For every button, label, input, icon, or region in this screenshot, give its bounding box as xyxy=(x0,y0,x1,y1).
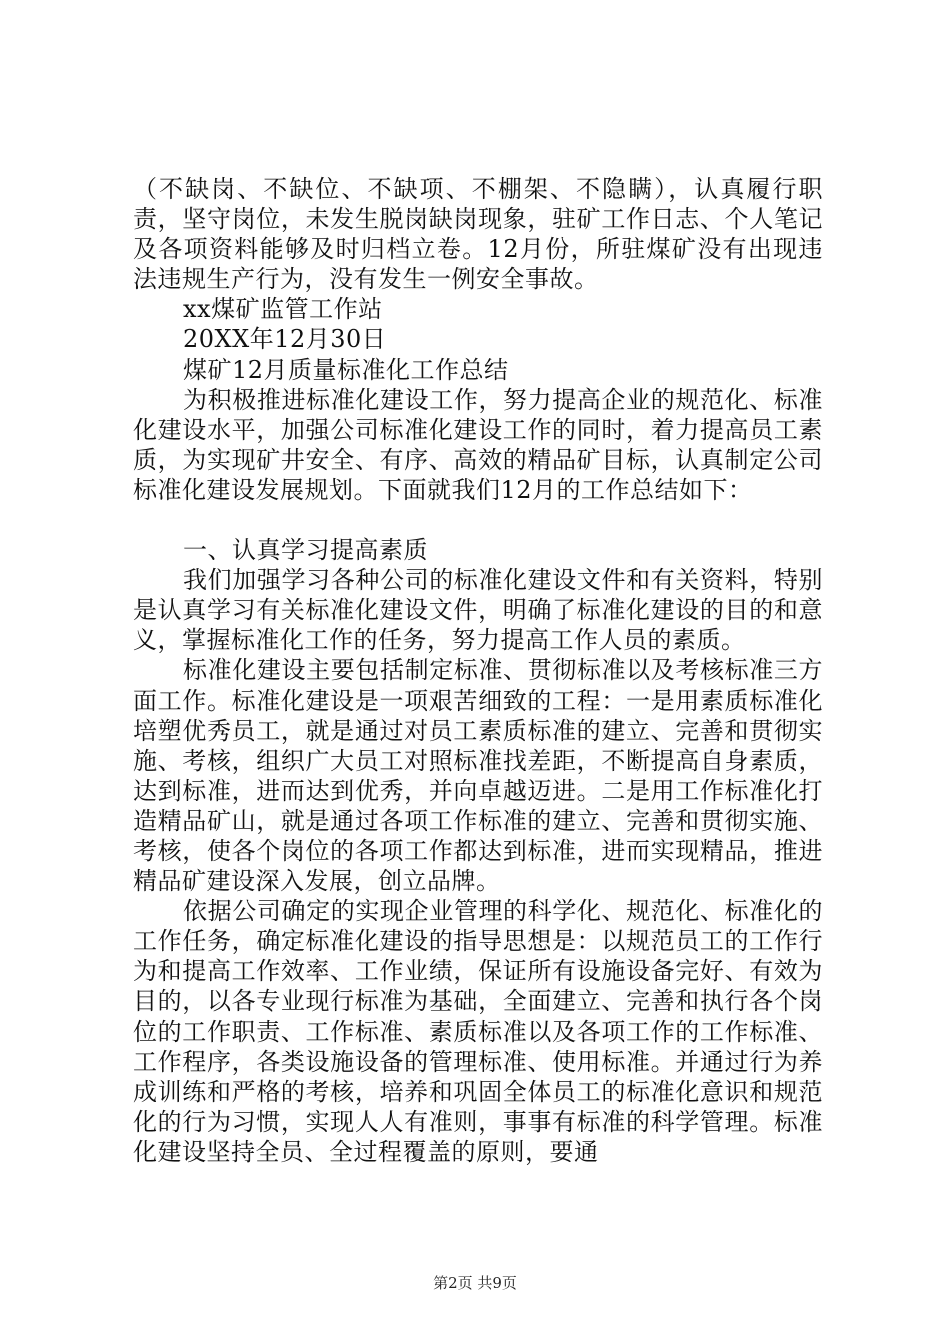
paragraph-standardization: 标准化建设主要包括制定标准、贯彻标准以及考核标准三方面工作。标准化建设是一项艰苦细致的工程：一是用素质标准化培塑优秀员工，就是通过对员工素质标准的建立、完善和贯彻实施、考核，组织广大员工对照标准找差距，不断提高自身素质，达到标准，进而达到优秀，并向卓越迈进。二是用工作标准化打造精品矿山，就是通过各项工作标准的建立、完善和贯彻实施、考核，使各个岗位的各项工作都达到标准，进而实现精品，推进精品矿建设深入发展，创立品牌。 xyxy=(133,656,823,896)
heading-study: 一、认真学习提高素质 xyxy=(183,536,428,565)
paragraph-intro: 为积极推进标准化建设工作，努力提高企业的规范化、标准化建设水平，加强公司标准化建设工作的同时，着力提高员工素质，为实现矿井安全、有序、高效的精品矿目标，认真制定公司标准化建设发展规划。下面就我们12月的工作总结如下： xyxy=(133,385,823,504)
paragraph-spacer xyxy=(133,505,823,535)
paragraph-study: 我们加强学习各种公司的标准化建设文件和有关资料，特别是认真学习有关标准化建设文件，明确了标准化建设的目的和意义，掌握标准化工作的任务，努力提高工作人员的素质。 xyxy=(133,566,823,655)
paragraph-guiding-idea: 依据公司确定的实现企业管理的科学化、规范化、标准化的工作任务，确定标准化建设的指导思想是：以规范员工的工作行为和提高工作效率、工作业绩，保证所有设施设备完好、有效为目的，以各专业现行标准为基础，全面建立、完善和执行各个岗位的工作职责、工作标准、素质标准以及各项工作的工作标准、工作程序，各类设施设备的管理标准、使用标准。并通过行为养成训练和严格的考核，培养和巩固全体员工的标准化意识和规范化的行为习惯，实现人人有准则，事事有标准的科学管理。标准化建设坚持全员、全过程覆盖的原则，要通 xyxy=(133,897,823,1166)
signature-date: 20XX年12月30日 xyxy=(183,325,387,354)
section-title: 煤矿12月质量标准化工作总结 xyxy=(183,355,509,384)
document-body xyxy=(133,174,823,1167)
signature-organization: xx煤矿监管工作站 xyxy=(183,295,383,324)
page-footer: 第2页 共9页 xyxy=(433,1274,517,1292)
paragraph-duty-continuation: （不缺岗、不缺位、不缺项、不棚架、不隐瞒），认真履行职责，坚守岗位，未发生脱岗缺岗现象，驻矿工作日志、个人笔记及各项资料能够及时归档立卷。12月份，所驻煤矿没有出现违法违规生产行为，没有发生一例安全事故。 xyxy=(133,175,823,294)
